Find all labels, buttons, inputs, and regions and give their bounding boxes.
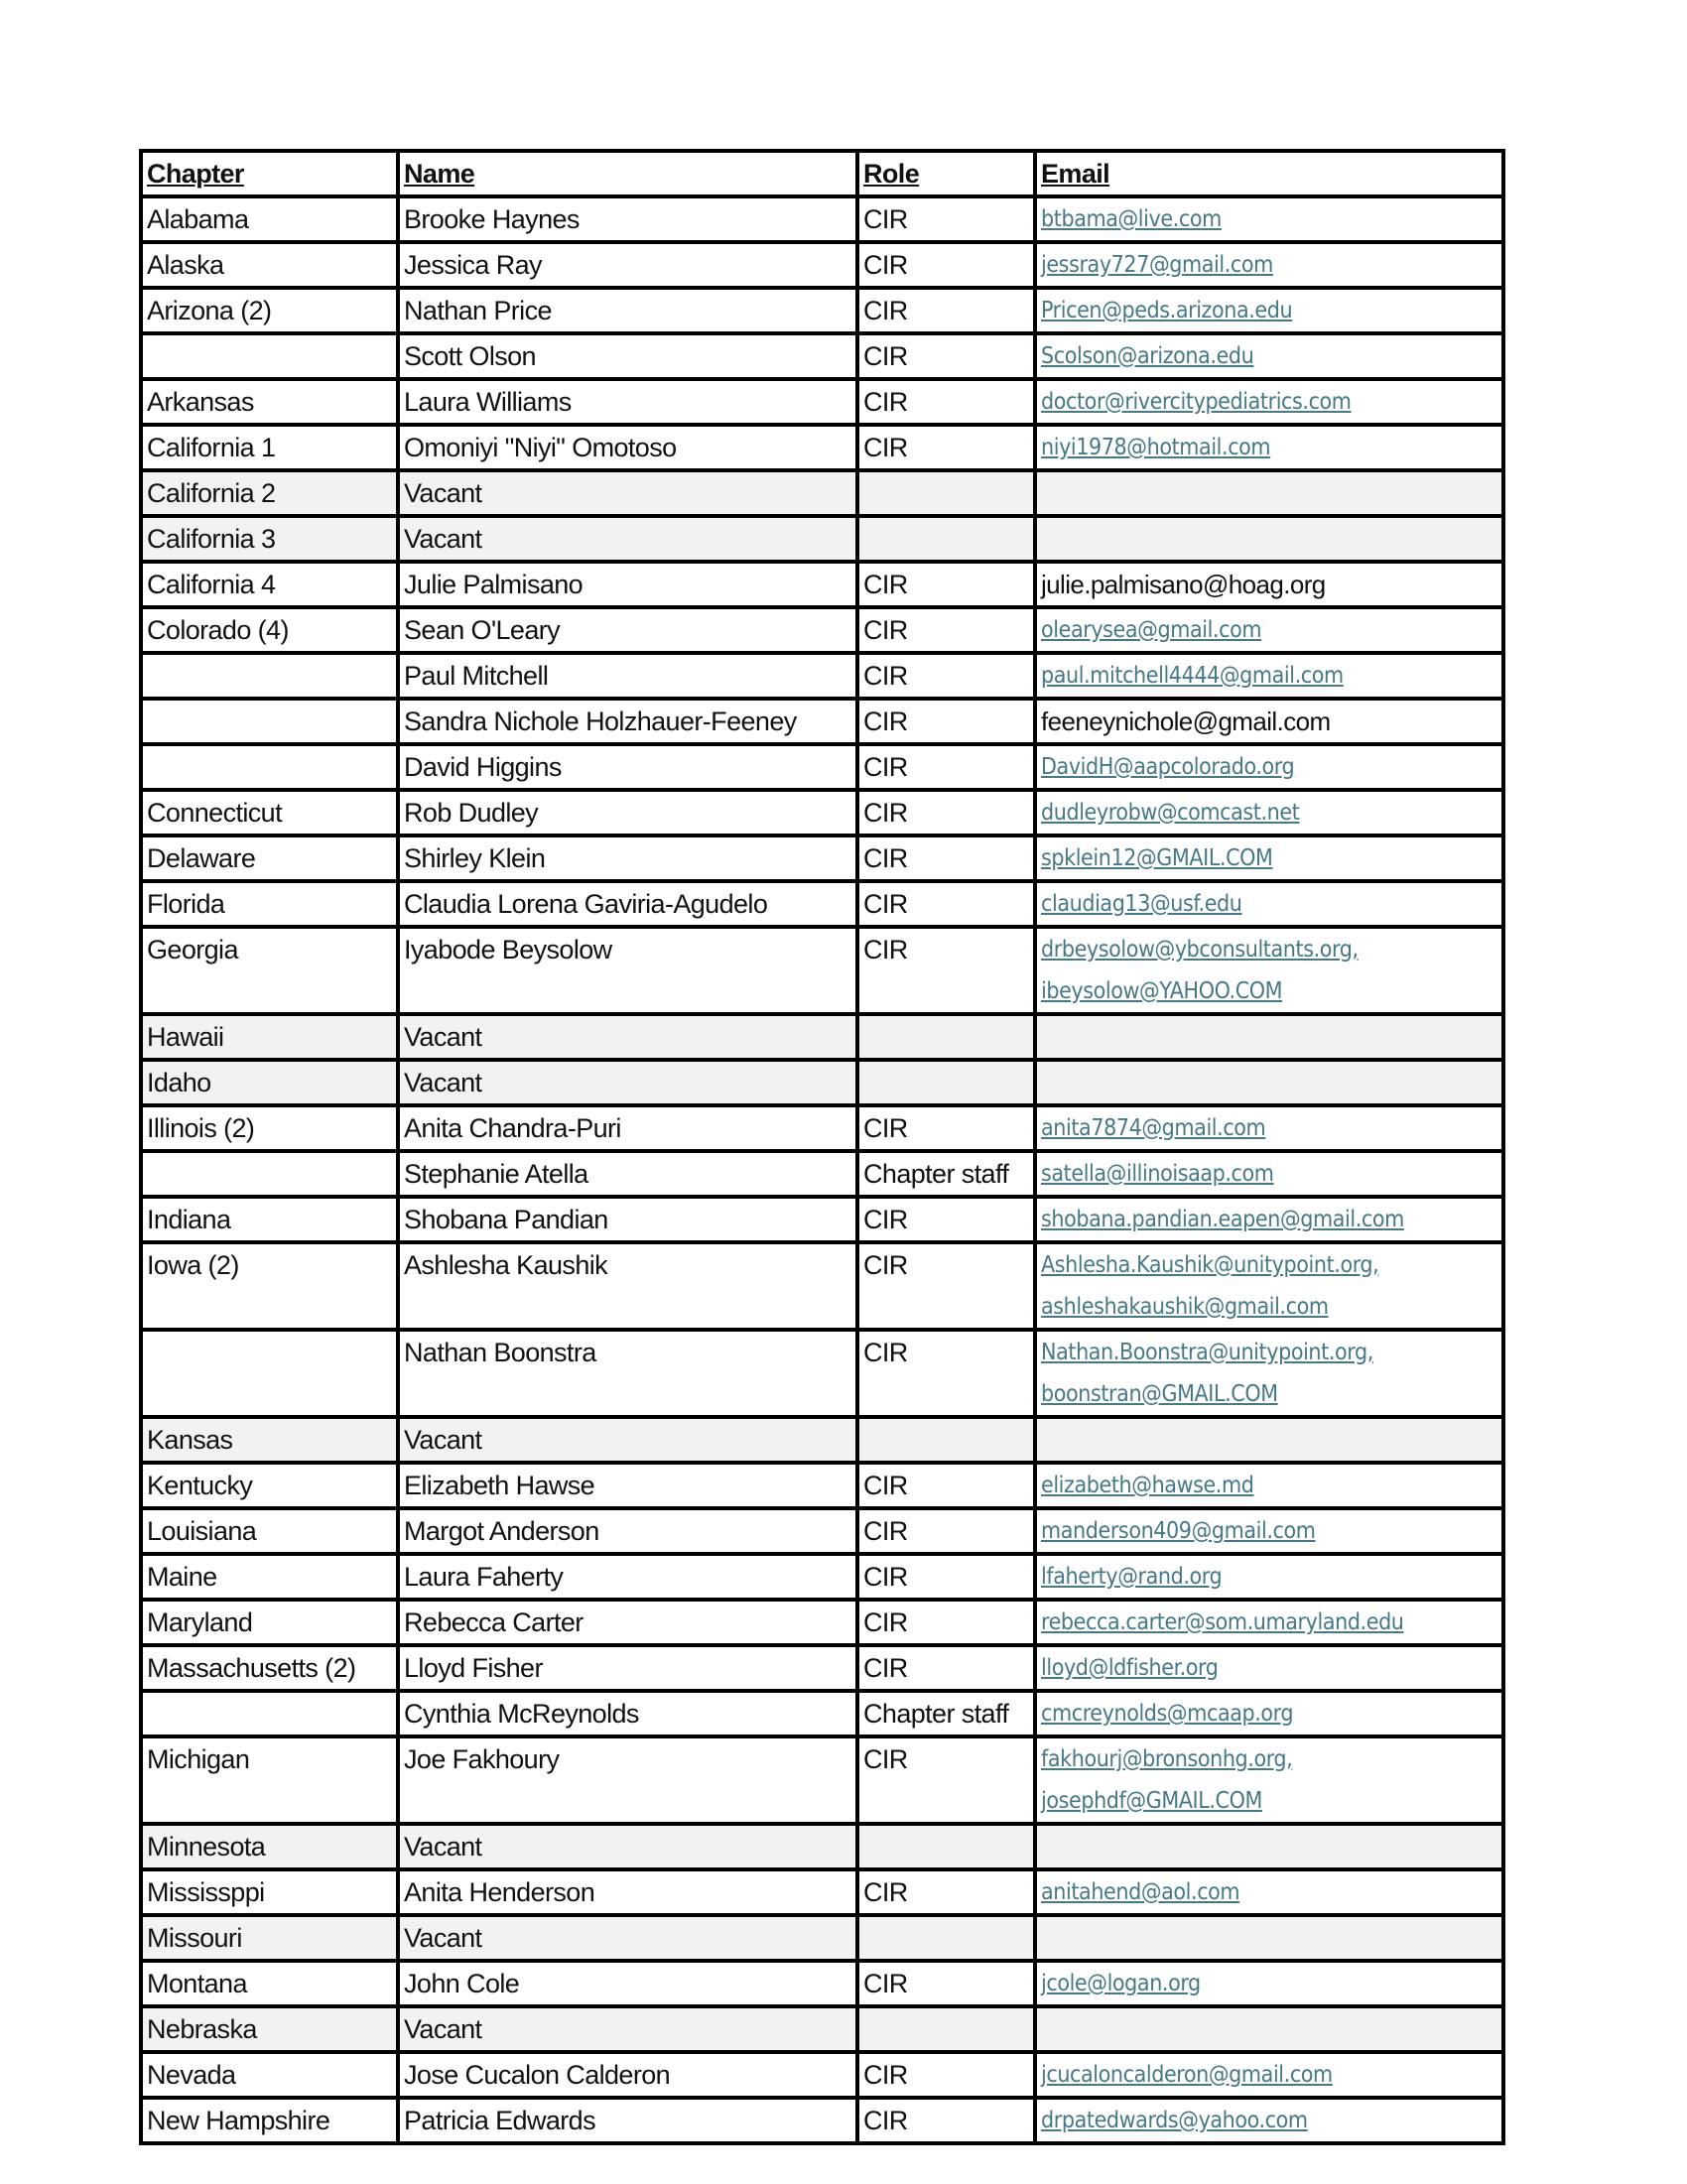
cell-chapter: Maryland (141, 1600, 398, 1645)
table-row-vacant (141, 516, 1503, 562)
cell-role: CIR (857, 1197, 1035, 1242)
cell-email (1035, 881, 1503, 927)
cell-role: CIR (857, 607, 1035, 653)
cell-name: Margot Anderson (398, 1508, 857, 1554)
cell-email (1035, 2052, 1503, 2098)
cell-email (1035, 607, 1503, 653)
cell-role: CIR (857, 1869, 1035, 1915)
cell-name: Stephanie Atella (398, 1151, 857, 1197)
email-link[interactable]: olearysea@gmail.com (1041, 617, 1262, 643)
cell-role: Chapter staff (857, 1151, 1035, 1197)
cell-role: CIR (857, 1463, 1035, 1508)
cell-role: CIR (857, 196, 1035, 242)
email-link[interactable]: ashleshakaushik@gmail.com (1041, 1294, 1329, 1320)
cell-email (1035, 927, 1503, 1014)
cell-name: Jessica Ray (398, 242, 857, 288)
email-link[interactable]: jcole@logan.org (1041, 1971, 1201, 1996)
cell-name: Laura Faherty (398, 1554, 857, 1600)
email-link[interactable]: Ashlesha.Kaushik@unitypoint.org, (1041, 1252, 1379, 1278)
cell-role: CIR (857, 1330, 1035, 1417)
cell-chapter: Alabama (141, 196, 398, 242)
cell-chapter (141, 699, 398, 744)
cell-role: CIR (857, 653, 1035, 699)
cell-role: CIR (857, 1600, 1035, 1645)
cell-name: Ashlesha Kaushik (398, 1242, 857, 1330)
email-link[interactable]: boonstran@GMAIL.COM (1041, 1381, 1278, 1407)
cell-chapter (141, 1151, 398, 1197)
cell-email (1035, 562, 1503, 607)
cell-name: Brooke Haynes (398, 196, 857, 242)
cell-chapter: Michigan (141, 1736, 398, 1824)
email-link[interactable]: claudiag13@usf.edu (1041, 891, 1242, 917)
cell-email (1035, 1824, 1503, 1869)
table-row-vacant (141, 1824, 1503, 1869)
cell-email (1035, 2098, 1503, 2143)
table-row (141, 242, 1503, 288)
email-link[interactable]: fakhourj@bronsonhg.org, (1041, 1746, 1293, 1772)
cell-email (1035, 1330, 1503, 1417)
cell-chapter: Arkansas (141, 379, 398, 425)
cell-email (1035, 379, 1503, 425)
cell-name: Vacant (398, 1417, 857, 1463)
cell-name: Scott Olson (398, 333, 857, 379)
table-row-vacant (141, 1014, 1503, 1060)
cell-name: Vacant (398, 2006, 857, 2052)
email-link[interactable]: Pricen@peds.arizona.edu (1041, 298, 1293, 323)
cell-name: Anita Chandra-Puri (398, 1105, 857, 1151)
cell-role: CIR (857, 288, 1035, 333)
email-link[interactable]: rebecca.carter@som.umaryland.edu (1041, 1609, 1404, 1635)
cell-name: Patricia Edwards (398, 2098, 857, 2143)
cell-name: Omoniyi "Niyi" Omotoso (398, 425, 857, 470)
header-role: Role (857, 151, 1035, 196)
cell-email (1035, 653, 1503, 699)
cell-role: CIR (857, 1645, 1035, 1691)
cell-role (857, 2006, 1035, 2052)
cell-email (1035, 242, 1503, 288)
cell-name: Nathan Boonstra (398, 1330, 857, 1417)
email-link[interactable]: drpatedwards@yahoo.com (1041, 2108, 1308, 2133)
table-row (141, 1869, 1503, 1915)
cell-name: Shobana Pandian (398, 1197, 857, 1242)
cell-chapter: California 1 (141, 425, 398, 470)
email-link[interactable]: josephdf@GMAIL.COM (1041, 1788, 1262, 1814)
table-body (141, 196, 1503, 2143)
cell-role (857, 1915, 1035, 1961)
cell-name: Claudia Lorena Gaviria-Agudelo (398, 881, 857, 927)
cell-role: CIR (857, 835, 1035, 881)
cell-email (1035, 1691, 1503, 1736)
cell-role: CIR (857, 881, 1035, 927)
header-email: Email (1035, 151, 1503, 196)
cell-role: CIR (857, 379, 1035, 425)
email-link[interactable]: lloyd@ldfisher.org (1041, 1655, 1219, 1681)
cell-role: CIR (857, 699, 1035, 744)
cell-name: Sean O'Leary (398, 607, 857, 653)
cell-role: CIR (857, 562, 1035, 607)
email-link[interactable]: elizabeth@hawse.md (1041, 1473, 1254, 1498)
header-name: Name (398, 151, 857, 196)
cell-name: Anita Henderson (398, 1869, 857, 1915)
cell-name: Vacant (398, 1014, 857, 1060)
cell-name: Sandra Nichole Holzhauer-Feeney (398, 699, 857, 744)
table-row (141, 425, 1503, 470)
cell-role (857, 1417, 1035, 1463)
email-link[interactable]: anitahend@aol.com (1041, 1879, 1240, 1905)
cell-role (857, 516, 1035, 562)
table-row (141, 1600, 1503, 1645)
cell-email (1035, 470, 1503, 516)
table-row (141, 744, 1503, 790)
cell-role: CIR (857, 927, 1035, 1014)
cell-chapter: Florida (141, 881, 398, 927)
table-row (141, 288, 1503, 333)
cell-chapter: Colorado (4) (141, 607, 398, 653)
table-row (141, 1330, 1503, 1417)
cell-chapter: Louisiana (141, 1508, 398, 1554)
cell-name: Jose Cucalon Calderon (398, 2052, 857, 2098)
cell-role: CIR (857, 1554, 1035, 1600)
cell-role: CIR (857, 425, 1035, 470)
email-link[interactable]: Nathan.Boonstra@unitypoint.org, (1041, 1340, 1373, 1365)
cell-name: Vacant (398, 516, 857, 562)
cell-email (1035, 288, 1503, 333)
table-row (141, 607, 1503, 653)
table-row-vacant (141, 470, 1503, 516)
table-row (141, 881, 1503, 927)
cell-role: CIR (857, 333, 1035, 379)
cell-email (1035, 835, 1503, 881)
cell-name: David Higgins (398, 744, 857, 790)
table-row (141, 1961, 1503, 2006)
cell-role: CIR (857, 790, 1035, 835)
email-link[interactable]: satella@illinoisaap.com (1041, 1161, 1274, 1187)
cell-name: Nathan Price (398, 288, 857, 333)
cell-chapter: Minnesota (141, 1824, 398, 1869)
table-row (141, 562, 1503, 607)
table-row (141, 790, 1503, 835)
cell-role (857, 1060, 1035, 1105)
document-page (139, 149, 1505, 2145)
email-link[interactable]: Scolson@arizona.edu (1041, 343, 1254, 369)
cell-chapter: Montana (141, 1961, 398, 2006)
table-row (141, 1463, 1503, 1508)
cell-role (857, 1014, 1035, 1060)
cell-email (1035, 1242, 1503, 1330)
cell-email (1035, 1014, 1503, 1060)
cell-email (1035, 1961, 1503, 2006)
cell-name: Iyabode Beysolow (398, 927, 857, 1014)
email-link[interactable]: dudleyrobw@comcast.net (1041, 800, 1300, 826)
cell-chapter: Maine (141, 1554, 398, 1600)
cell-chapter: California 4 (141, 562, 398, 607)
cell-chapter (141, 1691, 398, 1736)
cell-chapter: Massachusetts (2) (141, 1645, 398, 1691)
cell-role: CIR (857, 1508, 1035, 1554)
cell-chapter: Illinois (2) (141, 1105, 398, 1151)
cell-name: Rob Dudley (398, 790, 857, 835)
cell-name: Cynthia McReynolds (398, 1691, 857, 1736)
chapter-contacts-table (139, 149, 1505, 2145)
cell-email (1035, 425, 1503, 470)
cell-email (1035, 1463, 1503, 1508)
cell-email (1035, 1554, 1503, 1600)
cell-name: Vacant (398, 1915, 857, 1961)
table-row (141, 1691, 1503, 1736)
cell-name: Vacant (398, 1060, 857, 1105)
cell-chapter: New Hampshire (141, 2098, 398, 2143)
table-row (141, 1242, 1503, 1330)
cell-role (857, 470, 1035, 516)
email-link[interactable]: cmcreynolds@mcaap.org (1041, 1701, 1294, 1727)
email-link[interactable]: manderson409@gmail.com (1041, 1518, 1316, 1544)
cell-chapter: Nebraska (141, 2006, 398, 2052)
table-row (141, 927, 1503, 1014)
table-row-vacant (141, 1417, 1503, 1463)
cell-email (1035, 1417, 1503, 1463)
email-link[interactable]: drbeysolow@ybconsultants.org, (1041, 937, 1359, 963)
cell-role: CIR (857, 1242, 1035, 1330)
cell-chapter: Connecticut (141, 790, 398, 835)
cell-chapter: Kansas (141, 1417, 398, 1463)
table-row (141, 1736, 1503, 1824)
table-row (141, 699, 1503, 744)
cell-role: CIR (857, 242, 1035, 288)
cell-email (1035, 790, 1503, 835)
cell-chapter: Alaska (141, 242, 398, 288)
cell-chapter: Georgia (141, 927, 398, 1014)
header-row (141, 151, 1503, 196)
cell-chapter (141, 653, 398, 699)
cell-name: Vacant (398, 1824, 857, 1869)
table-row (141, 1645, 1503, 1691)
cell-name: Shirley Klein (398, 835, 857, 881)
email-link[interactable]: doctor@rivercitypediatrics.com (1041, 389, 1352, 415)
cell-email (1035, 1508, 1503, 1554)
cell-chapter: Kentucky (141, 1463, 398, 1508)
table-row (141, 1151, 1503, 1197)
cell-role: CIR (857, 744, 1035, 790)
table-row-vacant (141, 1060, 1503, 1105)
cell-name: Paul Mitchell (398, 653, 857, 699)
cell-chapter: Indiana (141, 1197, 398, 1242)
email-link[interactable]: ibeysolow@YAHOO.COM (1041, 978, 1283, 1004)
table-row (141, 333, 1503, 379)
email-link[interactable]: jcucaloncalderon@gmail.com (1041, 2062, 1333, 2088)
table-row (141, 1508, 1503, 1554)
cell-email (1035, 1060, 1503, 1105)
cell-email (1035, 516, 1503, 562)
cell-email (1035, 1915, 1503, 1961)
table-row (141, 1105, 1503, 1151)
email-link[interactable]: DavidH@aapcolorado.org (1041, 754, 1295, 780)
cell-role: CIR (857, 2052, 1035, 2098)
cell-email (1035, 1151, 1503, 1197)
table-row (141, 653, 1503, 699)
cell-email (1035, 1869, 1503, 1915)
cell-role (857, 1824, 1035, 1869)
cell-role: CIR (857, 2098, 1035, 2143)
cell-name: Vacant (398, 470, 857, 516)
table-row (141, 196, 1503, 242)
table-row (141, 379, 1503, 425)
table-row (141, 835, 1503, 881)
cell-email (1035, 744, 1503, 790)
table-row-vacant (141, 1915, 1503, 1961)
table-row (141, 2052, 1503, 2098)
cell-chapter: California 3 (141, 516, 398, 562)
cell-email (1035, 333, 1503, 379)
cell-name: Joe Fakhoury (398, 1736, 857, 1824)
cell-chapter (141, 333, 398, 379)
cell-email (1035, 1600, 1503, 1645)
email-link[interactable]: jessray727@gmail.com (1041, 252, 1273, 278)
header-chapter: Chapter (141, 151, 398, 196)
cell-chapter: Arizona (2) (141, 288, 398, 333)
cell-email (1035, 1105, 1503, 1151)
cell-name: Rebecca Carter (398, 1600, 857, 1645)
cell-email (1035, 2006, 1503, 2052)
cell-chapter: Nevada (141, 2052, 398, 2098)
cell-email (1035, 1736, 1503, 1824)
cell-name: Lloyd Fisher (398, 1645, 857, 1691)
email-link[interactable]: shobana.pandian.eapen@gmail.com (1041, 1207, 1404, 1232)
cell-chapter: Mississppi (141, 1869, 398, 1915)
email-text: julie.palmisano@hoag.org (1041, 570, 1326, 599)
cell-chapter: Idaho (141, 1060, 398, 1105)
table-row (141, 2098, 1503, 2143)
email-link[interactable]: paul.mitchell4444@gmail.com (1041, 663, 1344, 689)
cell-email (1035, 699, 1503, 744)
cell-role: CIR (857, 1105, 1035, 1151)
cell-chapter: Hawaii (141, 1014, 398, 1060)
email-link[interactable]: anita7874@gmail.com (1041, 1115, 1266, 1141)
table-row (141, 1197, 1503, 1242)
cell-chapter (141, 1330, 398, 1417)
cell-chapter: California 2 (141, 470, 398, 516)
cell-email (1035, 1645, 1503, 1691)
cell-role: CIR (857, 1961, 1035, 2006)
table-row (141, 1554, 1503, 1600)
cell-role: Chapter staff (857, 1691, 1035, 1736)
cell-email (1035, 1197, 1503, 1242)
table-row-vacant (141, 2006, 1503, 2052)
cell-name: Elizabeth Hawse (398, 1463, 857, 1508)
cell-email (1035, 196, 1503, 242)
email-link[interactable]: niyi1978@hotmail.com (1041, 435, 1271, 460)
cell-chapter (141, 744, 398, 790)
cell-name: Julie Palmisano (398, 562, 857, 607)
cell-chapter: Missouri (141, 1915, 398, 1961)
cell-name: John Cole (398, 1961, 857, 2006)
email-link[interactable]: btbama@live.com (1041, 206, 1222, 232)
email-link[interactable]: lfaherty@rand.org (1041, 1564, 1223, 1590)
email-text: feeneynichole@gmail.com (1041, 707, 1331, 736)
cell-role: CIR (857, 1736, 1035, 1824)
cell-name: Laura Williams (398, 379, 857, 425)
email-link[interactable]: spklein12@GMAIL.COM (1041, 845, 1273, 871)
cell-chapter: Iowa (2) (141, 1242, 398, 1330)
cell-chapter: Delaware (141, 835, 398, 881)
